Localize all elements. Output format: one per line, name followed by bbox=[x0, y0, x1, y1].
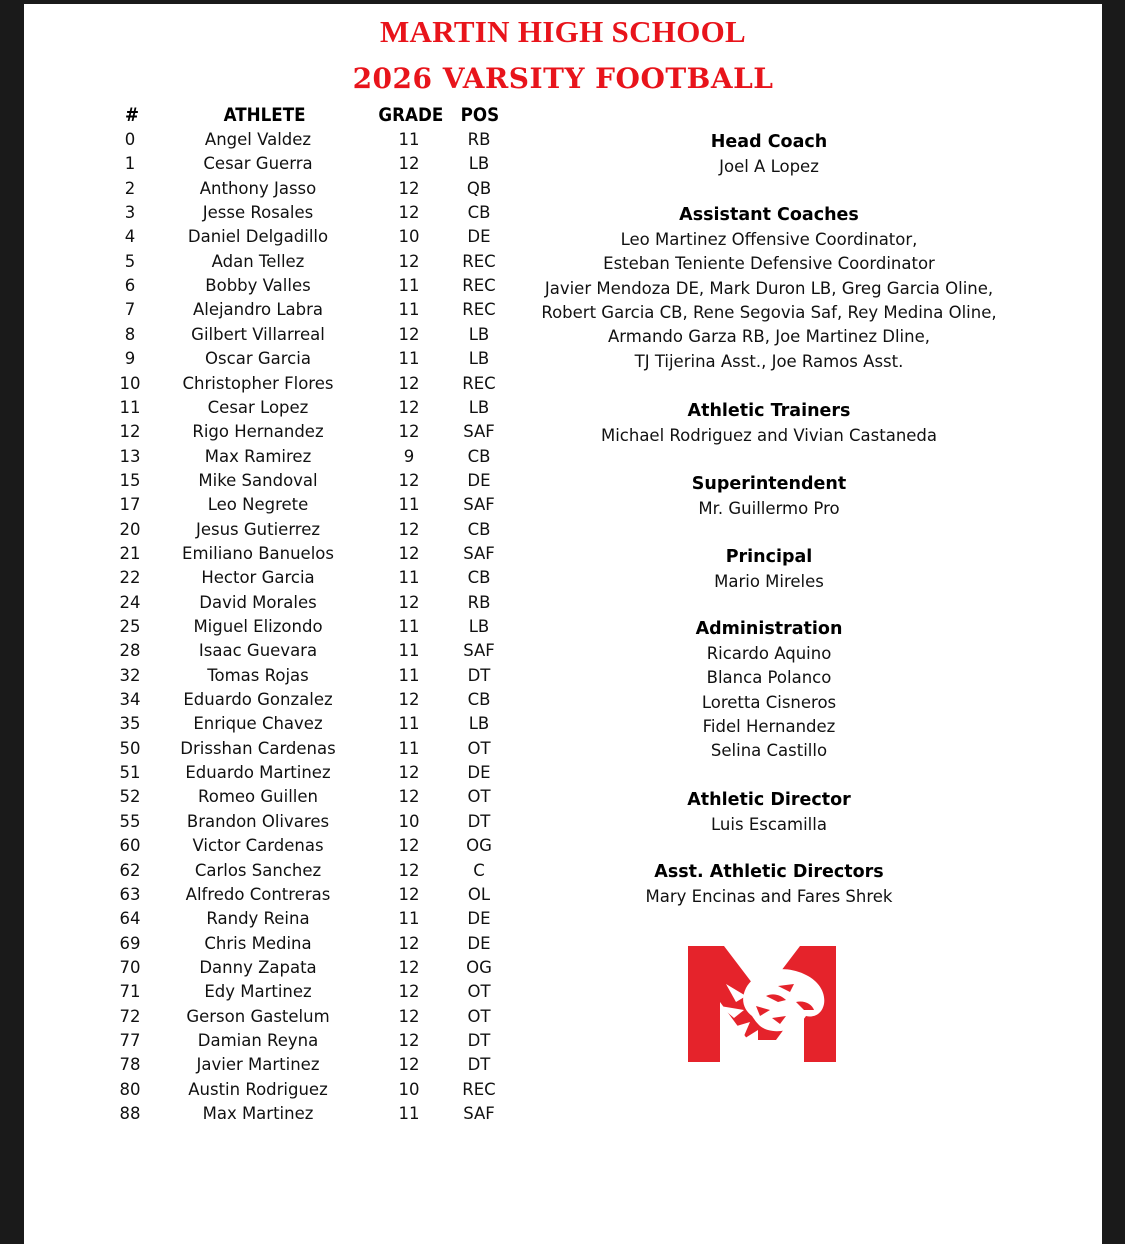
roster-athlete: Max Ramirez bbox=[204, 446, 312, 466]
roster-grade: 12 bbox=[398, 982, 420, 1002]
roster-grade: 12 bbox=[398, 324, 420, 344]
table-row bbox=[24, 154, 544, 178]
col-header-number: # bbox=[124, 104, 139, 126]
roster-number: 80 bbox=[119, 1079, 141, 1099]
staff-name-line: Loretta Cisneros bbox=[701, 692, 837, 712]
roster-grade: 11 bbox=[398, 909, 420, 929]
roster-grade: 11 bbox=[398, 130, 420, 149]
table-row bbox=[24, 398, 544, 422]
roster-pos: LB bbox=[468, 617, 490, 636]
staff-section-title: Athletic Director bbox=[687, 790, 851, 810]
table-row bbox=[24, 958, 544, 982]
table-row bbox=[24, 544, 544, 568]
table-row bbox=[24, 714, 544, 738]
roster-number: 13 bbox=[119, 446, 141, 466]
roster-grade: 12 bbox=[398, 519, 420, 539]
staff-name-line: Mario Mireles bbox=[714, 572, 824, 591]
roster-number: 12 bbox=[119, 422, 141, 442]
staff-name-line: Ricardo Aquino bbox=[706, 644, 832, 663]
table-row bbox=[24, 1031, 544, 1055]
roster-grade: 12 bbox=[398, 836, 420, 856]
roster-athlete: Emiliano Banuelos bbox=[182, 543, 334, 563]
roster-pos: SAF bbox=[463, 422, 495, 442]
roster-number: 62 bbox=[119, 860, 141, 880]
roster-athlete: Austin Rodriguez bbox=[188, 1079, 328, 1099]
roster-athlete: Adan Tellez bbox=[211, 251, 305, 271]
roster-grade: 10 bbox=[398, 811, 420, 831]
roster-pos: SAF bbox=[463, 495, 495, 515]
roster-pos: LB bbox=[468, 349, 490, 369]
roster-number: 64 bbox=[119, 909, 141, 929]
roster-number: 63 bbox=[119, 884, 141, 904]
roster-grade: 12 bbox=[398, 422, 420, 442]
staff-name-line: Esteban Teniente Defensive Coordinator bbox=[603, 254, 935, 274]
roster-number: 6 bbox=[124, 276, 136, 296]
table-row bbox=[24, 471, 544, 495]
table-row bbox=[24, 374, 544, 398]
roster-athlete: Tomas Rojas bbox=[207, 665, 309, 685]
roster-grade: 11 bbox=[398, 738, 420, 758]
table-row bbox=[24, 495, 544, 519]
staff-name-line: Selina Castillo bbox=[710, 741, 828, 761]
roster-number: 21 bbox=[119, 543, 141, 563]
roster-grade: 11 bbox=[398, 714, 420, 734]
staff-section-title: Administration bbox=[695, 619, 843, 639]
roster-number: 10 bbox=[119, 373, 141, 393]
roster-number: 3 bbox=[124, 203, 136, 223]
roster-number: 15 bbox=[119, 470, 141, 490]
roster-pos: DE bbox=[467, 763, 491, 783]
roster-athlete: Victor Cardenas bbox=[192, 836, 324, 856]
roster-pos: OT bbox=[467, 1006, 491, 1026]
roster-athlete: Isaac Guevara bbox=[198, 641, 318, 661]
tiger-head-icon bbox=[686, 944, 838, 1064]
roster-number: 17 bbox=[119, 495, 141, 515]
table-row bbox=[24, 203, 544, 227]
roster-grade: 11 bbox=[398, 276, 420, 296]
roster-pos: REC bbox=[462, 276, 496, 296]
roster-grade: 12 bbox=[398, 543, 420, 563]
roster-pos: QB bbox=[466, 178, 492, 198]
roster-athlete: Miguel Elizondo bbox=[193, 617, 323, 636]
roster-grade: 11 bbox=[398, 617, 420, 636]
roster-grade: 12 bbox=[398, 860, 420, 880]
table-row bbox=[24, 252, 544, 276]
roster-grade: 12 bbox=[398, 957, 420, 977]
table-row bbox=[24, 130, 544, 154]
roster-athlete: Cesar Lopez bbox=[207, 397, 309, 417]
roster-athlete: Cesar Guerra bbox=[203, 154, 313, 174]
roster-grade: 12 bbox=[398, 1055, 420, 1075]
roster-number: 25 bbox=[119, 617, 141, 636]
roster-athlete: Romeo Guillen bbox=[198, 787, 318, 807]
roster-pos: RB bbox=[467, 592, 491, 612]
staff-name-line: Leo Martinez Offensive Coordinator, bbox=[620, 230, 918, 249]
table-row bbox=[24, 836, 544, 860]
roster-number: 70 bbox=[119, 957, 141, 977]
roster-grade: 11 bbox=[398, 349, 420, 369]
roster-athlete: Damian Reyna bbox=[197, 1030, 319, 1050]
roster-grade: 12 bbox=[398, 763, 420, 783]
roster-pos: REC bbox=[462, 300, 496, 320]
table-row bbox=[24, 666, 544, 690]
roster-athlete: Max Martinez bbox=[202, 1104, 314, 1123]
roster-pos: DE bbox=[467, 470, 491, 490]
table-row bbox=[24, 690, 544, 714]
table-row bbox=[24, 179, 544, 203]
table-row bbox=[24, 909, 544, 933]
roster-number: 35 bbox=[119, 714, 141, 734]
table-row bbox=[24, 422, 544, 446]
staff-section-title: Athletic Trainers bbox=[687, 401, 851, 421]
staff-section-title: Asst. Athletic Directors bbox=[654, 862, 884, 882]
roster-athlete: Anthony Jasso bbox=[199, 178, 317, 198]
roster-pos: OT bbox=[467, 738, 491, 758]
roster-pos: OT bbox=[467, 982, 491, 1002]
roster-athlete: Bobby Valles bbox=[205, 276, 311, 296]
team-title: 2026 VARSITY FOOTBALL bbox=[352, 62, 774, 95]
roster-grade: 12 bbox=[398, 1030, 420, 1050]
staff-section-title: Superintendent bbox=[691, 474, 847, 494]
roster-page bbox=[24, 4, 1102, 1244]
table-row bbox=[24, 787, 544, 811]
table-row bbox=[24, 763, 544, 787]
roster-athlete: Chris Medina bbox=[204, 933, 312, 953]
roster-number: 5 bbox=[124, 251, 136, 271]
roster-athlete: Brandon Olivares bbox=[186, 811, 330, 831]
roster-athlete: Angel Valdez bbox=[204, 130, 312, 149]
roster-number: 32 bbox=[119, 665, 141, 685]
table-row bbox=[24, 349, 544, 373]
roster-athlete: Eduardo Martinez bbox=[185, 763, 331, 783]
table-row bbox=[24, 1007, 544, 1031]
roster-grade: 12 bbox=[398, 251, 420, 271]
roster-grade: 10 bbox=[398, 227, 420, 247]
roster-number: 28 bbox=[119, 641, 141, 661]
staff-name-line: Joel A Lopez bbox=[719, 157, 819, 176]
roster-athlete: Jesse Rosales bbox=[202, 203, 314, 223]
roster-number: 0 bbox=[124, 130, 136, 149]
roster-grade: 11 bbox=[398, 665, 420, 685]
table-row bbox=[24, 617, 544, 641]
roster-number: 77 bbox=[119, 1030, 141, 1050]
roster-athlete: Christopher Flores bbox=[182, 373, 334, 393]
roster-pos: LB bbox=[468, 397, 490, 417]
roster-grade: 12 bbox=[398, 470, 420, 490]
roster-grade: 12 bbox=[398, 690, 420, 710]
table-row bbox=[24, 641, 544, 665]
roster-number: 34 bbox=[119, 690, 141, 710]
roster-athlete: Alejandro Labra bbox=[192, 300, 324, 320]
roster-number: 2 bbox=[124, 178, 136, 198]
table-row bbox=[24, 739, 544, 763]
staff-name-line: Armando Garza RB, Joe Martinez Dline, bbox=[608, 327, 930, 347]
roster-grade: 12 bbox=[398, 397, 420, 417]
roster-grade: 9 bbox=[403, 446, 415, 466]
roster-pos: REC bbox=[462, 373, 496, 393]
staff-name-line: Robert Garcia CB, Rene Segovia Saf, Rey Medina Oline, bbox=[541, 303, 997, 323]
staff-section-title: Head Coach bbox=[710, 132, 828, 152]
table-row bbox=[24, 300, 544, 324]
roster-number: 71 bbox=[119, 982, 141, 1002]
roster-grade: 11 bbox=[398, 495, 420, 515]
roster-pos: CB bbox=[467, 690, 491, 710]
roster-number: 8 bbox=[124, 324, 136, 344]
table-row bbox=[24, 593, 544, 617]
staff-name-line: Blanca Polanco bbox=[706, 668, 832, 688]
staff-name-line: Mr. Guillermo Pro bbox=[698, 499, 840, 518]
roster-athlete: Daniel Delgadillo bbox=[187, 227, 329, 247]
roster-pos: REC bbox=[462, 1079, 496, 1099]
roster-pos: CB bbox=[467, 203, 491, 223]
roster-athlete: Leo Negrete bbox=[207, 495, 309, 515]
table-row bbox=[24, 885, 544, 909]
roster-pos: RB bbox=[467, 130, 491, 149]
roster-athlete: Drisshan Cardenas bbox=[180, 738, 336, 758]
roster-athlete: Edy Martinez bbox=[204, 982, 312, 1002]
roster-number: 88 bbox=[119, 1104, 141, 1123]
roster-pos: SAF bbox=[463, 1104, 495, 1123]
roster-pos: SAF bbox=[463, 543, 495, 563]
roster-pos: DT bbox=[467, 1030, 491, 1050]
roster-grade: 11 bbox=[398, 641, 420, 661]
roster-pos: REC bbox=[462, 251, 496, 271]
roster-pos: OG bbox=[466, 836, 492, 856]
roster-number: 51 bbox=[119, 763, 141, 783]
roster-number: 20 bbox=[119, 519, 141, 539]
roster-number: 4 bbox=[124, 227, 136, 247]
roster-athlete: Eduardo Gonzalez bbox=[183, 690, 333, 710]
roster-pos: DE bbox=[467, 933, 491, 953]
staff-section-title: Assistant Coaches bbox=[679, 205, 859, 225]
roster-pos: CB bbox=[467, 519, 491, 539]
roster-number: 9 bbox=[124, 349, 136, 369]
table-row bbox=[24, 1055, 544, 1079]
roster-pos: SAF bbox=[463, 641, 495, 661]
staff-section-title: Principal bbox=[725, 547, 813, 567]
col-header-athlete: ATHLETE bbox=[223, 104, 306, 126]
roster-grade: 11 bbox=[398, 568, 420, 588]
roster-number: 72 bbox=[119, 1006, 141, 1026]
roster-pos: CB bbox=[467, 568, 491, 588]
roster-grade: 10 bbox=[398, 1079, 420, 1099]
roster-athlete: Rigo Hernandez bbox=[192, 422, 324, 442]
table-row bbox=[24, 934, 544, 958]
staff-name-line: Mary Encinas and Fares Shrek bbox=[645, 887, 893, 906]
staff-name-line: TJ Tijerina Asst., Joe Ramos Asst. bbox=[634, 351, 904, 371]
roster-athlete: Gilbert Villarreal bbox=[191, 324, 325, 344]
roster-athlete: Carlos Sanchez bbox=[194, 860, 322, 880]
roster-pos: DT bbox=[467, 811, 491, 831]
table-row bbox=[24, 520, 544, 544]
roster-grade: 12 bbox=[398, 787, 420, 807]
table-row bbox=[24, 861, 544, 885]
roster-pos: CB bbox=[467, 446, 491, 466]
table-row bbox=[24, 325, 544, 349]
table-row bbox=[24, 1080, 544, 1104]
table-row bbox=[24, 568, 544, 592]
roster-grade: 11 bbox=[398, 300, 420, 320]
roster-number: 69 bbox=[119, 933, 141, 953]
roster-number: 78 bbox=[119, 1055, 141, 1075]
roster-athlete: Jesus Gutierrez bbox=[195, 519, 321, 539]
roster-grade: 12 bbox=[398, 373, 420, 393]
staff-name-line: Javier Mendoza DE, Mark Duron LB, Greg Garcia Oline, bbox=[544, 278, 994, 298]
roster-pos: LB bbox=[468, 714, 490, 734]
roster-pos: OG bbox=[466, 957, 492, 977]
roster-pos: DT bbox=[467, 1055, 491, 1075]
roster-grade: 12 bbox=[398, 884, 420, 904]
roster-number: 52 bbox=[119, 787, 141, 807]
roster-number: 1 bbox=[124, 154, 136, 174]
roster-athlete: David Morales bbox=[199, 592, 317, 612]
col-header-pos: POS bbox=[460, 104, 500, 126]
roster-athlete: Gerson Gastelum bbox=[186, 1006, 330, 1026]
col-header-grade: GRADE bbox=[378, 104, 444, 126]
roster-athlete: Randy Reina bbox=[206, 909, 310, 929]
roster-grade: 12 bbox=[398, 154, 420, 174]
roster-athlete: Enrique Chavez bbox=[193, 714, 323, 734]
roster-number: 22 bbox=[119, 568, 141, 588]
roster-pos: LB bbox=[468, 324, 490, 344]
staff-name-line: Luis Escamilla bbox=[711, 815, 827, 834]
table-row bbox=[24, 276, 544, 300]
roster-pos: DT bbox=[467, 665, 491, 685]
roster-pos: LB bbox=[468, 154, 490, 174]
roster-grade: 12 bbox=[398, 178, 420, 198]
roster-grade: 12 bbox=[398, 203, 420, 223]
roster-pos: DE bbox=[467, 909, 491, 929]
roster-athlete: Alfredo Contreras bbox=[185, 884, 331, 904]
staff-name-line: Fidel Hernandez bbox=[702, 717, 836, 737]
roster-grade: 12 bbox=[398, 1006, 420, 1026]
roster-pos: OL bbox=[467, 884, 491, 904]
table-row bbox=[24, 812, 544, 836]
roster-number: 7 bbox=[124, 300, 136, 320]
roster-number: 11 bbox=[119, 397, 141, 417]
roster-athlete: Danny Zapata bbox=[199, 957, 317, 977]
roster-pos: C bbox=[473, 860, 485, 880]
table-row bbox=[24, 1104, 544, 1128]
roster-pos: OT bbox=[467, 787, 491, 807]
roster-grade: 12 bbox=[398, 933, 420, 953]
roster-grade: 11 bbox=[398, 1104, 420, 1123]
roster-grade: 12 bbox=[398, 592, 420, 612]
roster-number: 60 bbox=[119, 836, 141, 856]
roster-athlete: Javier Martinez bbox=[196, 1055, 320, 1075]
roster-number: 55 bbox=[119, 811, 141, 831]
table-row bbox=[24, 227, 544, 251]
roster-number: 50 bbox=[119, 738, 141, 758]
table-row bbox=[24, 447, 544, 471]
school-title: MARTIN HIGH SCHOOL bbox=[379, 14, 747, 49]
roster-number: 24 bbox=[119, 592, 141, 612]
staff-name-line: Michael Rodriguez and Vivian Castaneda bbox=[600, 426, 938, 445]
roster-athlete: Mike Sandoval bbox=[198, 470, 318, 490]
roster-pos: DE bbox=[467, 227, 491, 247]
table-row bbox=[24, 982, 544, 1006]
roster-athlete: Hector Garcia bbox=[201, 568, 315, 588]
roster-athlete: Oscar Garcia bbox=[205, 349, 311, 369]
